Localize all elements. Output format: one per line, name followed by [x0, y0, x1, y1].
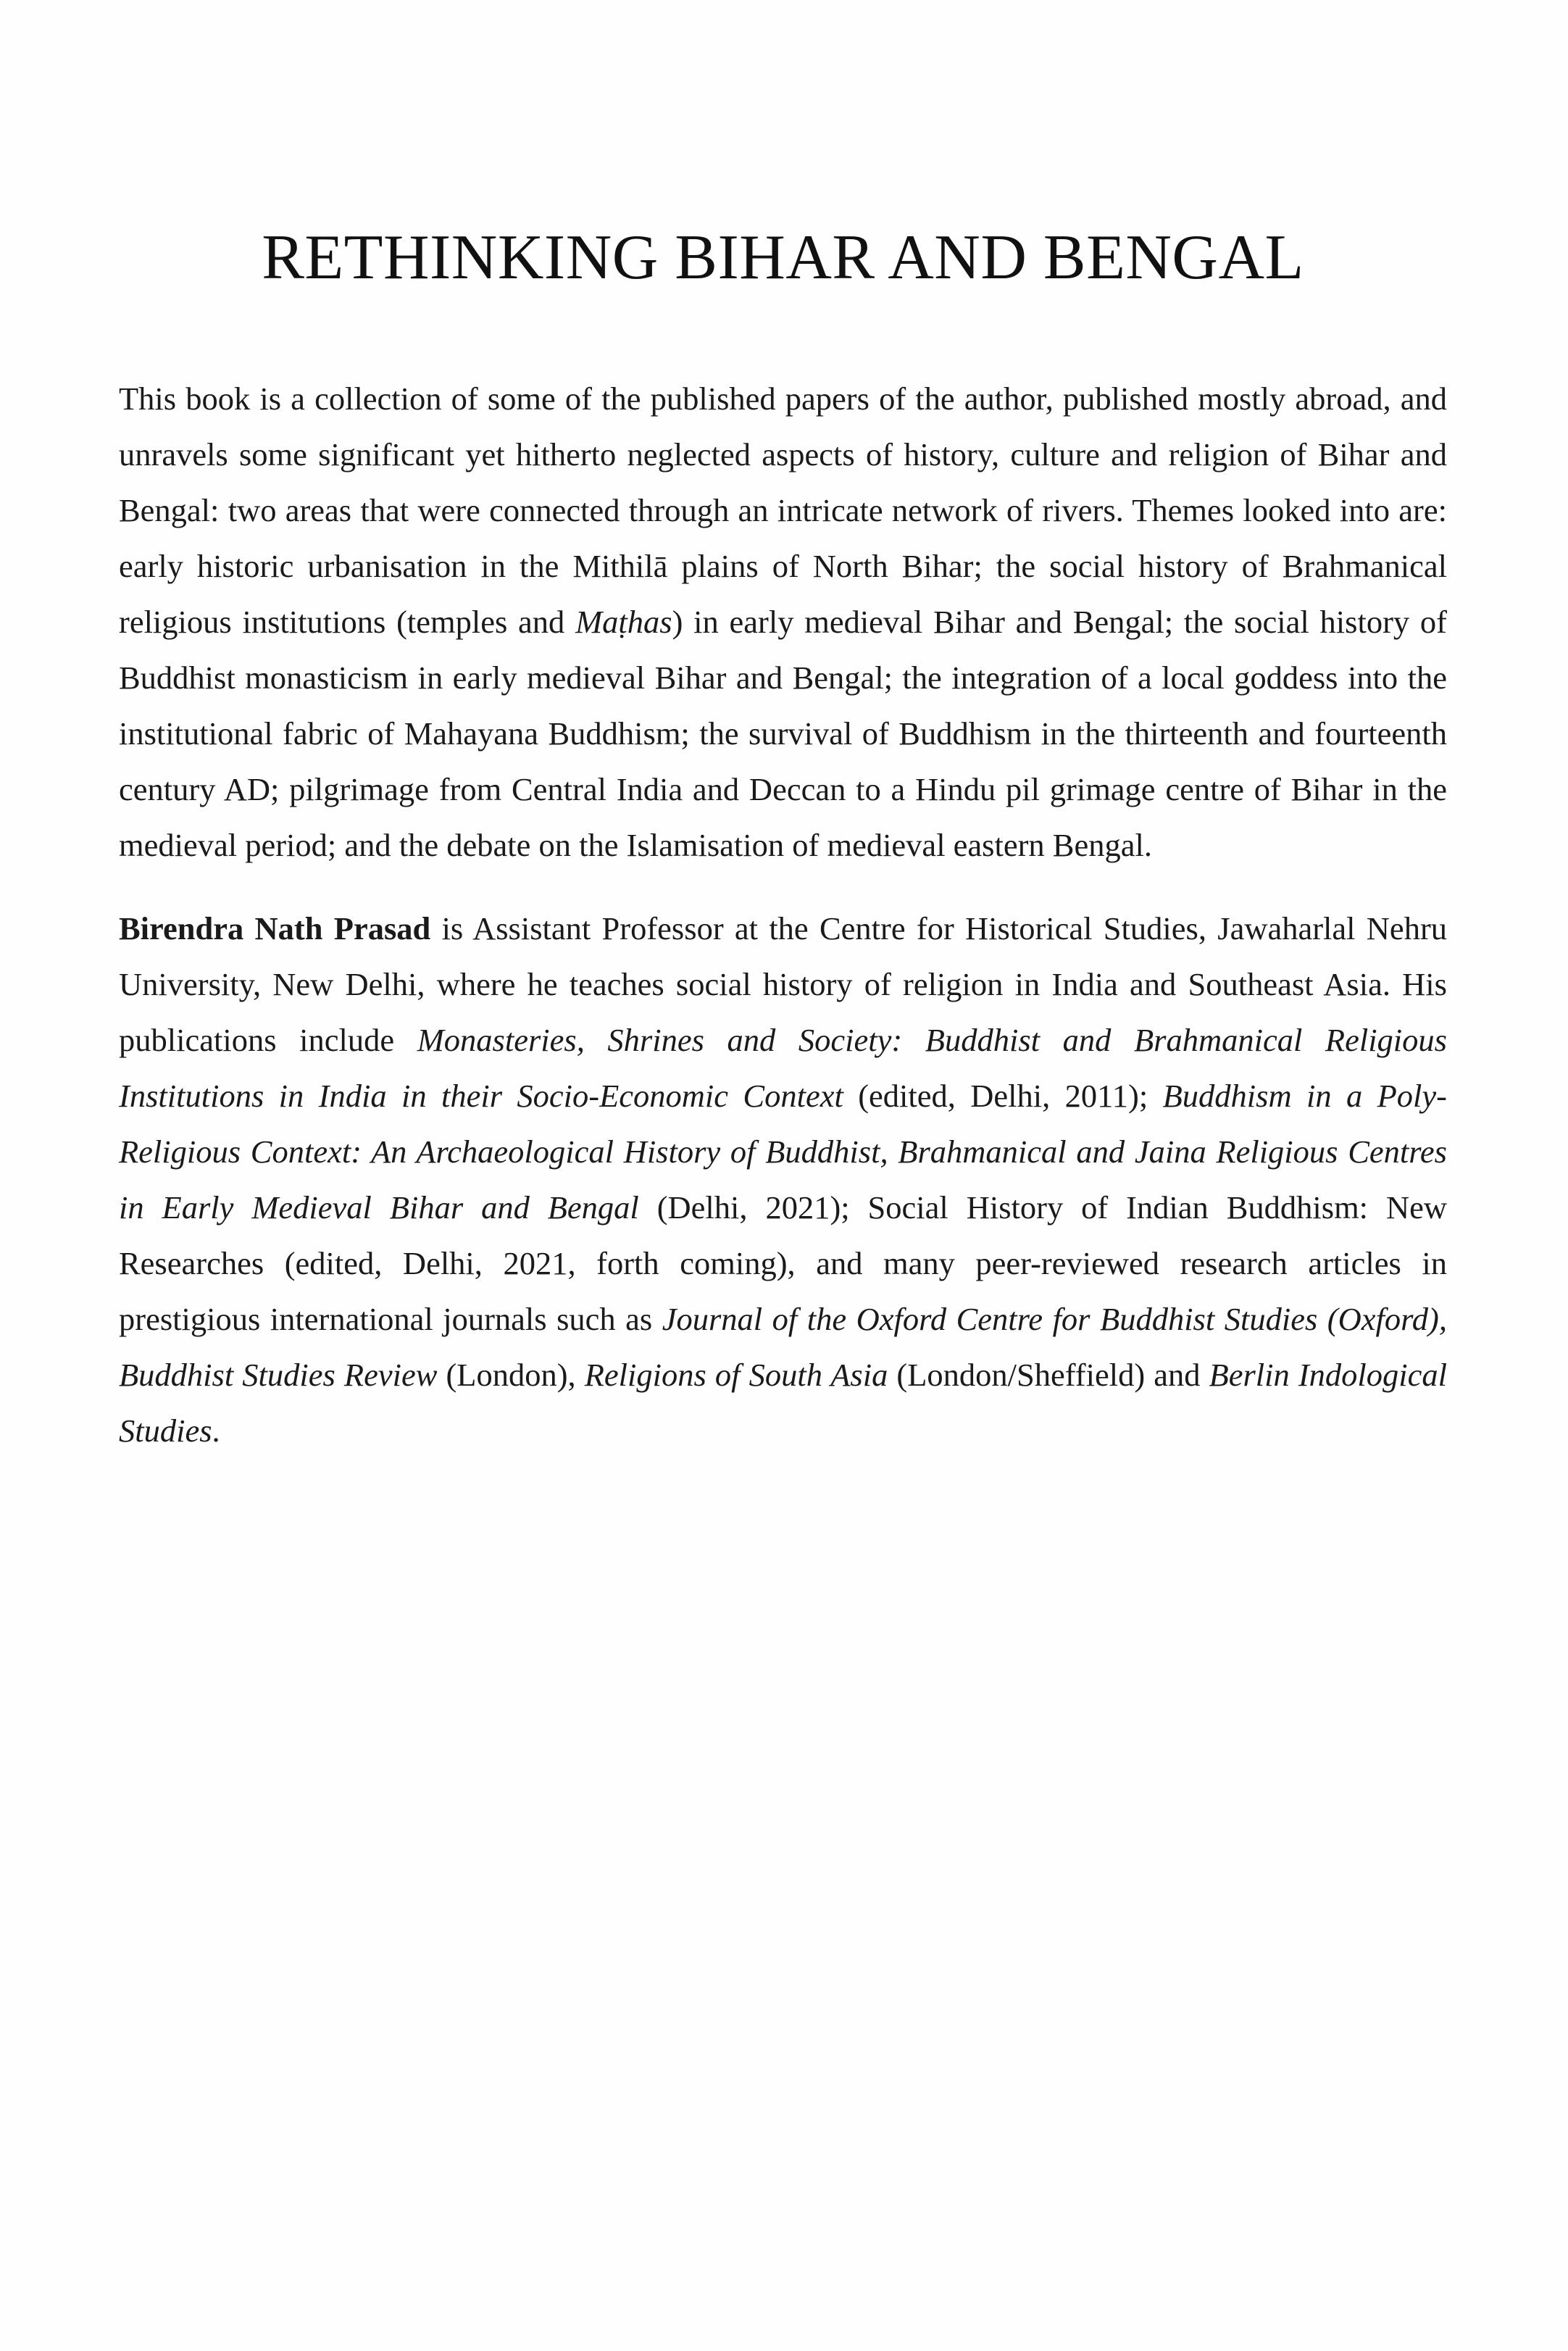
- author-bio-text-part-2: (edited, Delhi, 2011);: [843, 1078, 1163, 1114]
- author-bio-text-part-3: (Delhi, 2021); Social History of Indian Buddhism: New Researches (edited, Delhi, 2021, forth coming), and many peer-reviewed research articles in prestigious international journals such as: [119, 1189, 1447, 1337]
- author-bio-text-part-4: (London),: [437, 1357, 585, 1393]
- author-bio-text-part-1: is Assistant Professor at the Centre for Historical Studies, Jawaharlal Nehru University, New Delhi, where he teaches social history of religion in India and Southeast Asia. His publications include: [119, 910, 1448, 1058]
- author-name: Birendra Nath Prasad: [119, 910, 431, 946]
- journal-title-religions-of-south-asia: Religions of South Asia: [584, 1357, 888, 1393]
- author-bio-text-part-5: (London/Sheffield) and: [888, 1357, 1209, 1393]
- author-bio-text-part-6: .: [212, 1412, 220, 1449]
- author-bio-paragraph: [119, 901, 1447, 1459]
- page-title: RETHINKING BIHAR AND BENGAL: [262, 222, 1304, 293]
- description-text-part-1: This book is a collection of some of the published papers of the author, published mostly abroad, and unravels some significant yet hitherto neglected aspects of history, culture and religion of Bihar and Bengal: two areas that were connected through an intricate network of rivers. Themes looked into are: early historic urbanisation in the Mithilā plains of North Bihar; the social history of Brahmanical religious institutions (temples and: [119, 380, 1447, 640]
- description-term-mathas: Maṭhas: [575, 604, 672, 640]
- journal-title-berlin-indological-studies: Berlin Indological Studies: [119, 1357, 1447, 1449]
- description-text-part-2: ) in early medieval Bihar and Bengal; the social history of Buddhist monasticism in early medieval Bihar and Bengal; the integration of a local goddess into the institutional fabric of Mahayana Buddhism; the survival of Buddhism in the thirteenth and fourteenth century AD; pilgrimage from Central India and Deccan to a Hindu pil grimage centre of Bihar in the medieval period; and the debate on the Islamisation of medieval eastern Bengal.: [119, 604, 1447, 863]
- journal-title-oxford-centre-buddhist-studies: Journal of the Oxford Centre for Buddhist Studies (Oxford), Buddhist Studies Review: [119, 1301, 1447, 1393]
- publication-title-monasteries-shrines-and-society: Monasteries, Shrines and Society: Buddhist and Brahmanical Religious Institutions in India in their Socio-Economic Context: [119, 1022, 1447, 1114]
- book-description-paragraph: [119, 371, 1447, 873]
- publication-title-buddhism-poly-religious-context: Buddhism in a Poly-Religious Context: An Archaeological History of Buddhist, Brahmanical and Jaina Religious Centres in Early Medieval Bihar and Bengal: [119, 1078, 1447, 1226]
- blurb-body: [119, 371, 1447, 1459]
